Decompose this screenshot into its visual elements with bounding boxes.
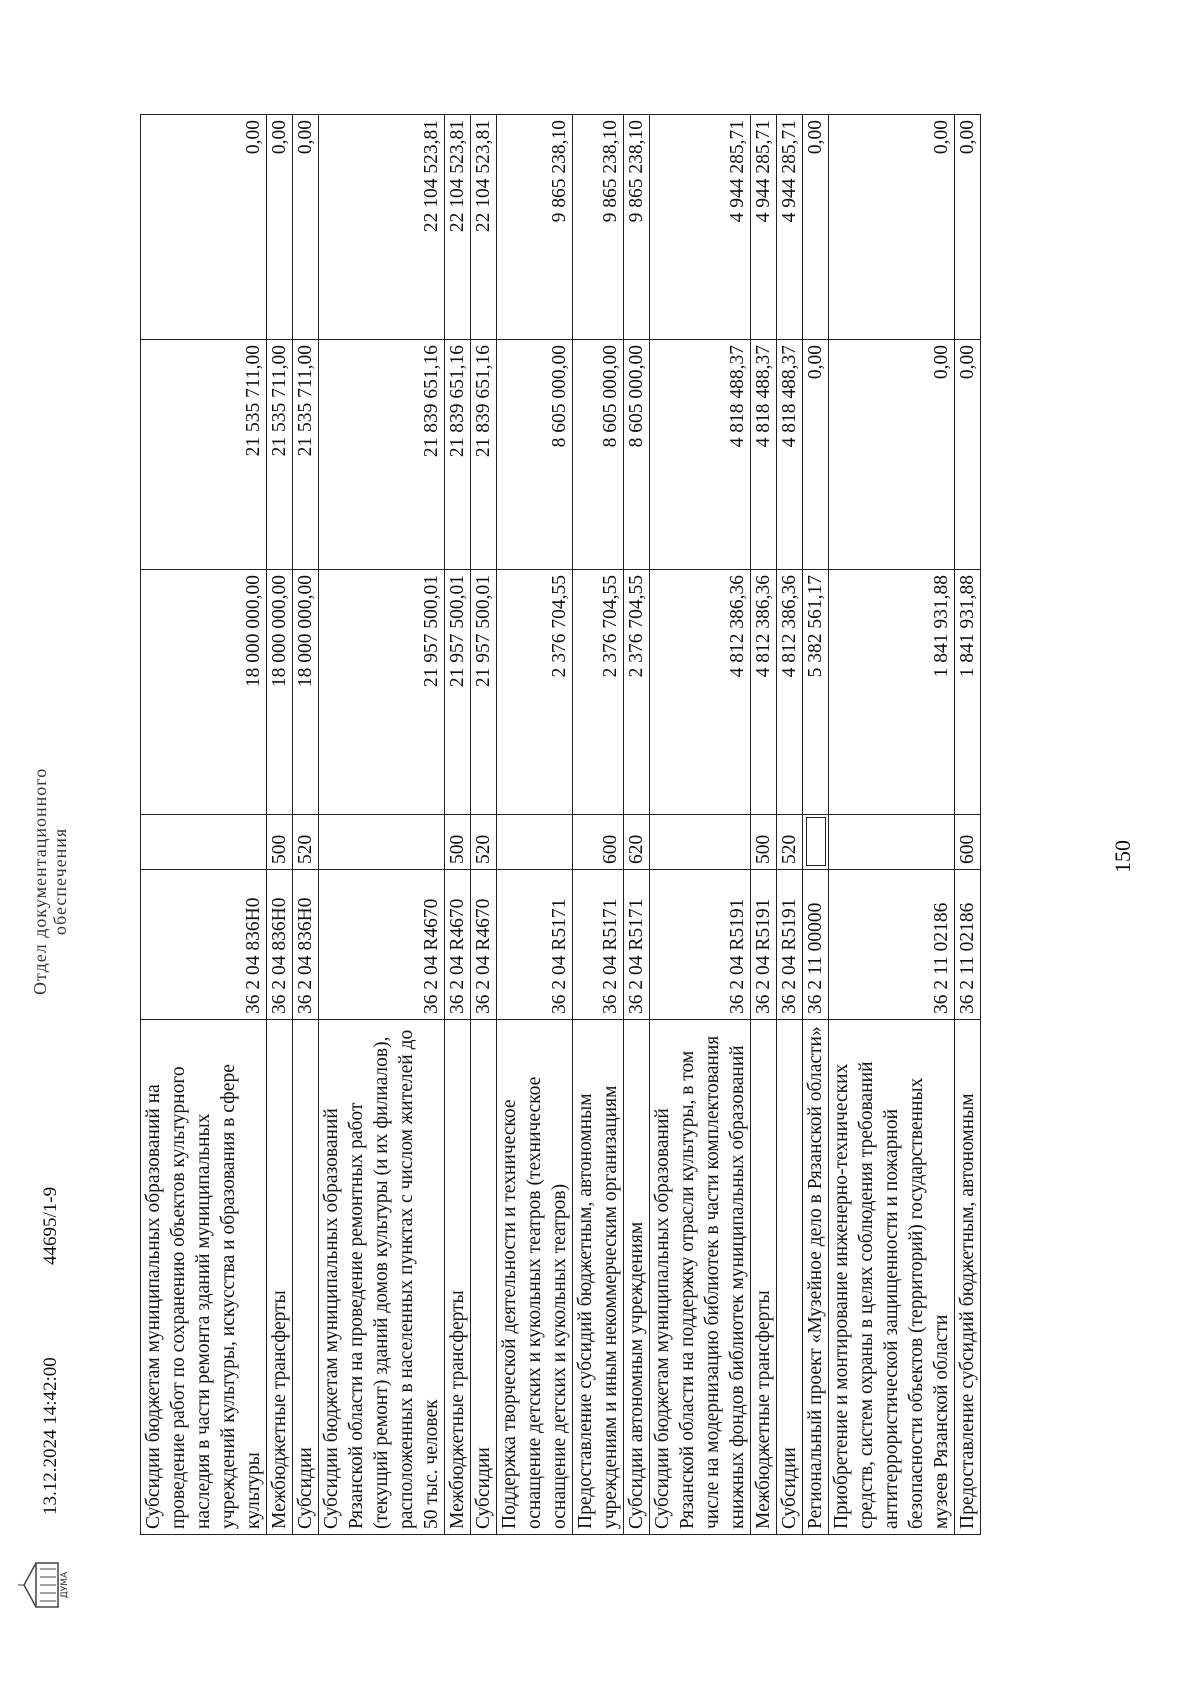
row-code-cell: 36 2 04 R4670 (471, 870, 497, 1020)
row-value-2024-cell: 21 957 500,01 (319, 570, 445, 815)
row-code-cell: 36 2 04 R4670 (319, 870, 445, 1020)
department-stamp (30, 768, 70, 995)
row-value-2024-cell: 1 841 931,88 (955, 570, 981, 815)
row-name-cell: Субсидии бюджетам муниципальных образований Рязанской области на проведение ремонтных работ (текущий ремонт) зданий домов культуры (и их филиалов), расположенных в населенных пунктах с числом жителей до 50 тыс. человек (319, 1020, 445, 1535)
row-value-2025-cell: 0,00 (955, 340, 981, 570)
registration-date: 13.12.2024 14:42:00 (40, 1357, 61, 1515)
document-number: 44695/1-9 (40, 1186, 61, 1265)
row-value-2026-cell: 0,00 (141, 115, 267, 340)
row-value-2026-cell: 22 104 523,81 (319, 115, 445, 340)
row-name-cell: Поддержка творческой деятельности и техническое оснащение детских и кукольных театров (техническое оснащение детских и кукольных театров) (497, 1020, 573, 1535)
row-code-cell: 36 2 11 02186 (829, 870, 955, 1020)
row-value-2024-cell: 4 812 386,36 (751, 570, 777, 815)
row-name-cell: Межбюджетные трансферты (751, 1020, 777, 1535)
row-kind-cell (141, 815, 267, 870)
table-row (445, 115, 471, 1535)
row-name-cell: Предоставление субсидий бюджетным, автономным (955, 1020, 981, 1535)
row-name-cell: Приобретение и монтирование инженерно-технических средств, систем охраны в целях соблюдения требований антитеррористической защищенности и пожарной безопасности объектов (территорий) государственных музеев Рязанской области (829, 1020, 955, 1535)
table-row (624, 115, 650, 1535)
row-code-cell: 36 2 04 R5171 (624, 870, 650, 1020)
row-code-cell: 36 2 04 836Н0 (141, 870, 267, 1020)
row-value-2024-cell: 4 812 386,36 (777, 570, 803, 815)
row-value-2026-cell: 4 944 285,71 (751, 115, 777, 340)
row-value-2026-cell: 22 104 523,81 (471, 115, 497, 340)
row-code-cell: 36 2 04 836Н0 (293, 870, 319, 1020)
row-value-2024-cell: 4 812 386,36 (650, 570, 751, 815)
row-value-2024-cell: 1 841 931,88 (829, 570, 955, 815)
row-value-2025-cell: 8 605 000,00 (624, 340, 650, 570)
row-value-2026-cell: 0,00 (267, 115, 293, 340)
row-value-2024-cell: 2 376 704,55 (573, 570, 624, 815)
table-row (293, 115, 319, 1535)
row-value-2025-cell: 8 605 000,00 (573, 340, 624, 570)
row-code-cell: 36 2 04 R5171 (573, 870, 624, 1020)
row-kind-cell: 500 (445, 815, 471, 870)
row-value-2024-cell: 2 376 704,55 (497, 570, 573, 815)
table-row (829, 115, 955, 1535)
row-code-cell: 36 2 04 R5191 (777, 870, 803, 1020)
row-value-2024-cell: 18 000 000,00 (267, 570, 293, 815)
table-row (777, 115, 803, 1535)
table-row (141, 115, 267, 1535)
row-name-cell: Субсидии бюджетам муниципальных образований Рязанской области на поддержку отрасли культуры, в том числе на модернизацию библиотек в части комплектования книжных фондов библиотек муниципальных образований (650, 1020, 751, 1535)
table-row (955, 115, 981, 1535)
row-value-2026-cell: 0,00 (293, 115, 319, 340)
row-kind-cell (829, 815, 955, 870)
row-code-cell: 36 2 11 00000 (803, 870, 829, 1020)
row-value-2025-cell: 21 839 651,16 (471, 340, 497, 570)
page-number: 150 (1110, 840, 1135, 873)
row-name-cell: Субсидии бюджетам муниципальных образований на проведение работ по сохранению объектов культурного наследия в части ремонта зданий муниципальных учреждений культуры, искусства и образования в сфере культуры (141, 1020, 267, 1535)
row-value-2026-cell: 0,00 (803, 115, 829, 340)
row-kind-cell: 500 (751, 815, 777, 870)
row-name-cell: Межбюджетные трансферты (267, 1020, 293, 1535)
row-value-2026-cell: 9 865 238,10 (497, 115, 573, 340)
row-value-2024-cell: 2 376 704,55 (624, 570, 650, 815)
row-value-2025-cell: 8 605 000,00 (497, 340, 573, 570)
row-value-2026-cell: 22 104 523,81 (445, 115, 471, 340)
row-value-2025-cell: 21 535 711,00 (141, 340, 267, 570)
row-name-cell: Субсидии (777, 1020, 803, 1535)
row-value-2025-cell: 21 839 651,16 (445, 340, 471, 570)
row-code-cell: 36 2 04 R5191 (650, 870, 751, 1020)
row-name-cell: Межбюджетные трансферты (445, 1020, 471, 1535)
row-code-cell: 36 2 04 836Н0 (267, 870, 293, 1020)
table-row (751, 115, 777, 1535)
row-value-2024-cell: 18 000 000,00 (141, 570, 267, 815)
row-value-2025-cell: 21 839 651,16 (319, 340, 445, 570)
table-row (803, 115, 829, 1535)
row-kind-cell: 600 (573, 815, 624, 870)
row-value-2024-cell: 18 000 000,00 (293, 570, 319, 815)
row-kind-cell: 520 (777, 815, 803, 870)
row-kind-cell: 600 (955, 815, 981, 870)
row-name-cell: Предоставление субсидий бюджетным, автономным учреждениям и иным некоммерческим организациям (573, 1020, 624, 1535)
row-kind-cell: 520 (471, 815, 497, 870)
row-value-2024-cell: 21 957 500,01 (445, 570, 471, 815)
row-kind-cell (803, 815, 829, 870)
table-row (471, 115, 497, 1535)
row-kind-cell (319, 815, 445, 870)
row-value-2026-cell: 0,00 (955, 115, 981, 340)
row-kind-cell: 520 (293, 815, 319, 870)
row-kind-cell (497, 815, 573, 870)
row-code-cell: 36 2 04 R5191 (751, 870, 777, 1020)
table-row (319, 115, 445, 1535)
stamp-line-1: Отдел документационного (30, 767, 50, 995)
row-code-cell: 36 2 04 R4670 (445, 870, 471, 1020)
table-row (267, 115, 293, 1535)
table-row (497, 115, 573, 1535)
row-value-2025-cell: 4 818 488,37 (777, 340, 803, 570)
row-name-cell: Субсидии (471, 1020, 497, 1535)
row-kind-cell: 620 (624, 815, 650, 870)
row-value-2024-cell: 5 382 561,17 (803, 570, 829, 815)
row-value-2026-cell: 9 865 238,10 (573, 115, 624, 340)
stamp-line-2: обеспечения (50, 827, 70, 935)
row-value-2025-cell: 21 535 711,00 (293, 340, 319, 570)
row-value-2024-cell: 21 957 500,01 (471, 570, 497, 815)
row-value-2025-cell: 0,00 (803, 340, 829, 570)
row-value-2026-cell: 0,00 (829, 115, 955, 340)
budget-table (140, 114, 981, 1535)
row-kind-cell (650, 815, 751, 870)
row-value-2026-cell: 4 944 285,71 (777, 115, 803, 340)
row-name-cell: Субсидии (293, 1020, 319, 1535)
row-value-2025-cell: 0,00 (829, 340, 955, 570)
row-kind-cell: 500 (267, 815, 293, 870)
row-value-2025-cell: 4 818 488,37 (650, 340, 751, 570)
row-value-2026-cell: 9 865 238,10 (624, 115, 650, 340)
row-value-2025-cell: 4 818 488,37 (751, 340, 777, 570)
duma-logo-icon (18, 1555, 68, 1615)
table-row (650, 115, 751, 1535)
table-row (573, 115, 624, 1535)
row-value-2026-cell: 4 944 285,71 (650, 115, 751, 340)
row-name-cell: Региональный проект «Музейное дело в Рязанской области» (803, 1020, 829, 1535)
row-code-cell: 36 2 04 R5171 (497, 870, 573, 1020)
row-name-cell: Субсидии автономным учреждениям (624, 1020, 650, 1535)
row-code-cell: 36 2 11 02186 (955, 870, 981, 1020)
row-value-2025-cell: 21 535 711,00 (267, 340, 293, 570)
logo-text: ДУМА (60, 1571, 70, 1599)
